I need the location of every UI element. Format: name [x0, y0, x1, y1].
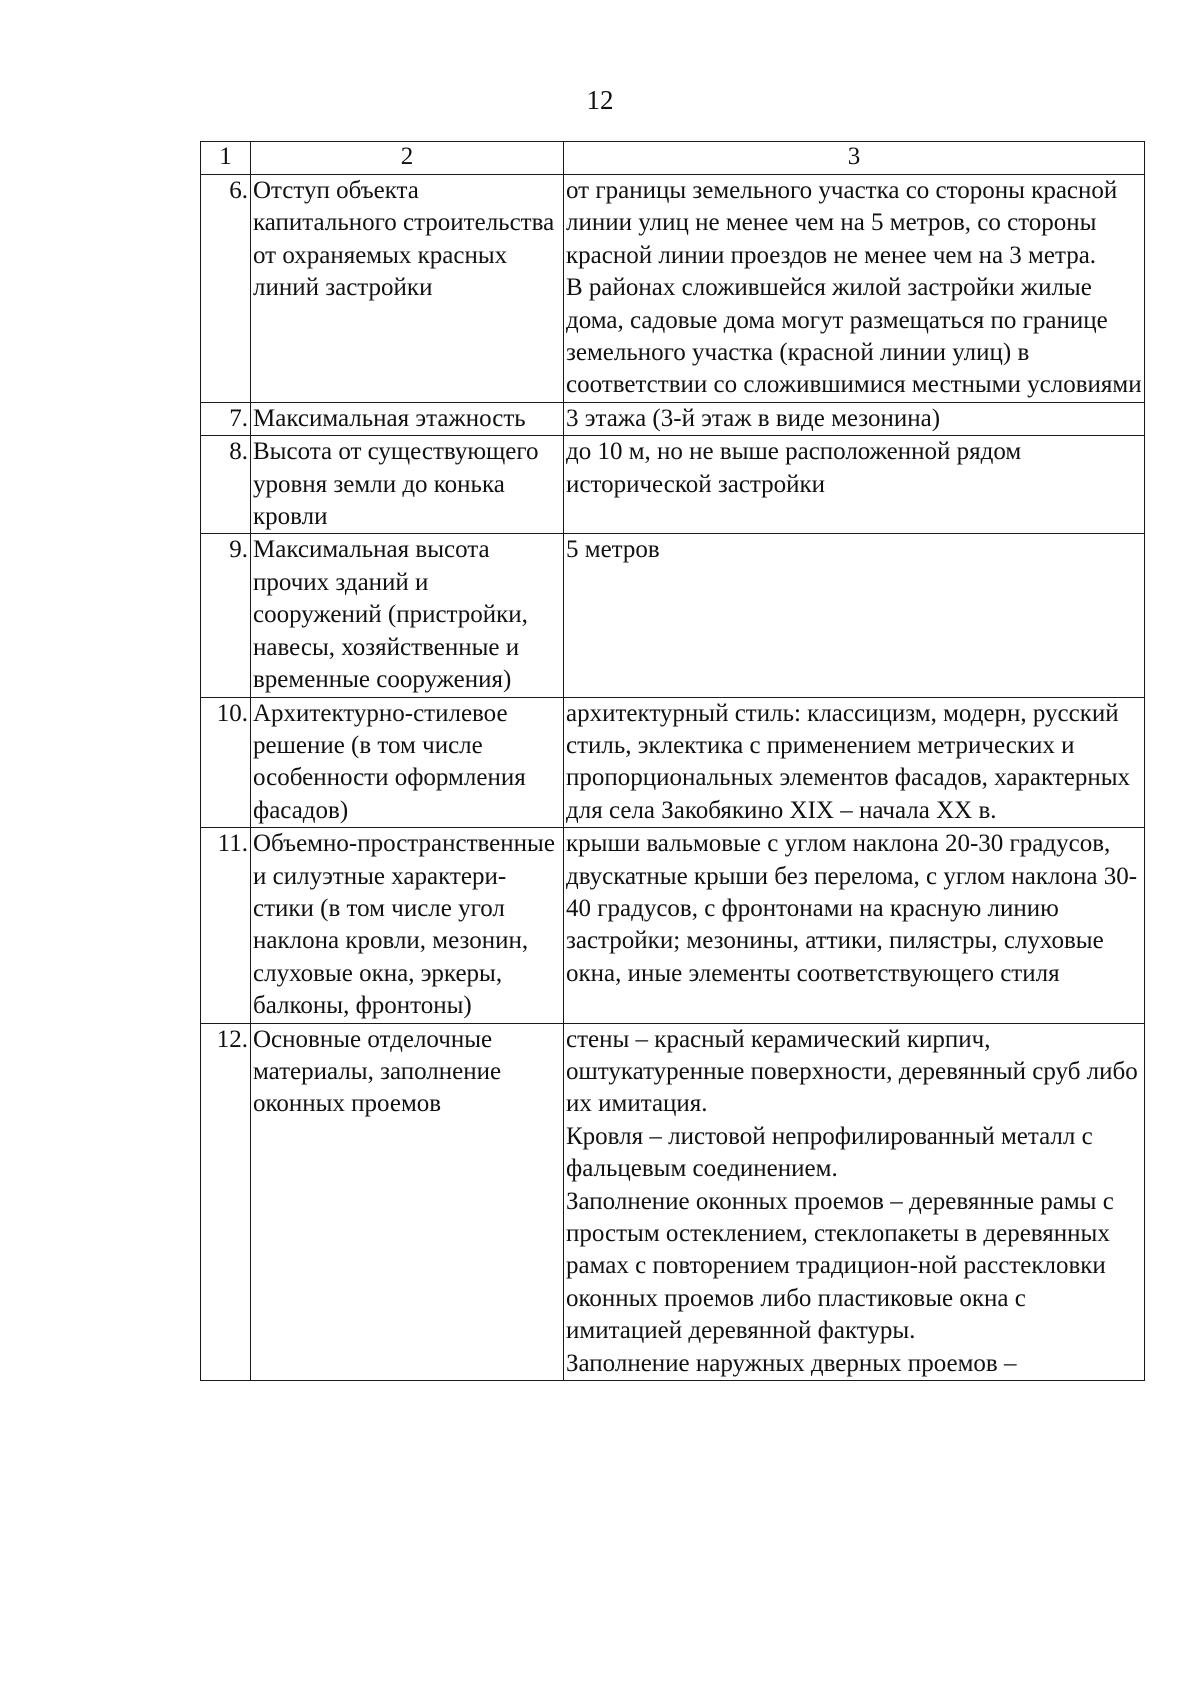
- regulations-table: [200, 141, 1145, 1381]
- value-paragraph: 5 метров: [566, 536, 660, 564]
- row-number: 8.: [201, 436, 251, 534]
- parameter-name: Высота от существующего уровня земли до конька кровли: [251, 436, 564, 534]
- table-header-row: [201, 142, 1145, 175]
- parameter-name: Объемно-пространственные и силуэтные характери-стики (в том числе угол наклона кровли, мезонин, слуховые окна, эркеры, балконы, фронтоны): [251, 828, 564, 1023]
- table-row: [201, 697, 1145, 828]
- table-row: [201, 828, 1145, 1023]
- table-row: [201, 1023, 1145, 1380]
- parameter-value: [564, 828, 1145, 1023]
- row-number: 7.: [201, 402, 251, 435]
- value-paragraph: стены – красный керамический кирпич, оштукатуренные поверхности, деревянный сруб либо их имитация.: [566, 1025, 1138, 1118]
- value-paragraph: Заполнение оконных проемов – деревянные рамы с простым остеклением, стеклопакеты в деревянных рамах с повторением традицион-ной расстекловки оконных проемов либо пластиковые окна с имитацией деревянной фактуры.: [566, 1187, 1114, 1345]
- header-col-2: 2: [251, 142, 564, 175]
- table-row: [201, 436, 1145, 534]
- parameter-value: [564, 697, 1145, 828]
- value-paragraph: В районах сложившейся жилой застройки жилые дома, садовые дома могут размещаться по границе земельного участка (красной линии улиц) в соответствии со сложившимися местными условиями: [566, 274, 1142, 399]
- parameter-value: [564, 534, 1145, 697]
- value-paragraph: от границы земельного участка со стороны красной линии улиц не менее чем на 5 метров, со стороны красной линии проездов не менее чем на 3 метра.: [566, 177, 1118, 269]
- parameter-name: Максимальная высота прочих зданий и сооружений (пристройки, навесы, хозяйственные и временные сооружения): [251, 534, 564, 697]
- row-number: 6.: [201, 175, 251, 403]
- row-number: 9.: [201, 534, 251, 697]
- page-number: 12: [586, 85, 614, 115]
- row-number: 11.: [201, 828, 251, 1023]
- parameter-value: [564, 1023, 1145, 1380]
- row-number: 10.: [201, 697, 251, 828]
- parameter-value: [564, 402, 1145, 435]
- table-row: [201, 175, 1145, 403]
- parameter-name: Максимальная этажность: [251, 402, 564, 435]
- header-col-3: 3: [564, 142, 1145, 175]
- row-number: 12.: [201, 1023, 251, 1380]
- parameter-name: Архитектурно-стилевое решение (в том числе особенности оформления фасадов): [251, 697, 564, 828]
- table-row: [201, 534, 1145, 697]
- value-paragraph: крыши вальмовые с углом наклона 20-30 градусов, двускатные крыши без перелома, с углом наклона 30-40 градусов, с фронтонами на красную линию застройки; мезонины, аттики, пилястры, слуховые окна, иные элементы соответствующего стиля: [566, 830, 1138, 987]
- value-paragraph: архитектурный стиль: классицизм, модерн, русский стиль, эклектика с применением метрических и пропорциональных элементов фасадов, характерных для села Закобякино XIX – начала XX в.: [566, 699, 1131, 824]
- parameter-name: Основные отделочные материалы, заполнение оконных проемов: [251, 1023, 564, 1380]
- value-paragraph: Заполнение наружных дверных проемов –: [566, 1349, 1017, 1377]
- header-col-1: 1: [201, 142, 251, 175]
- parameter-value: [564, 175, 1145, 403]
- value-paragraph: Кровля – листовой непрофилированный металл с фальцевым соединением.: [566, 1122, 1093, 1183]
- value-paragraph: 3 этажа (3-й этаж в виде мезонина): [566, 404, 941, 432]
- value-paragraph: до 10 м, но не выше расположенной рядом исторической застройки: [566, 438, 1022, 498]
- parameter-value: [564, 436, 1145, 534]
- parameter-name: Отступ объекта капитального строительства от охраняемых красных линий застройки: [251, 175, 564, 403]
- table-row: [201, 402, 1145, 435]
